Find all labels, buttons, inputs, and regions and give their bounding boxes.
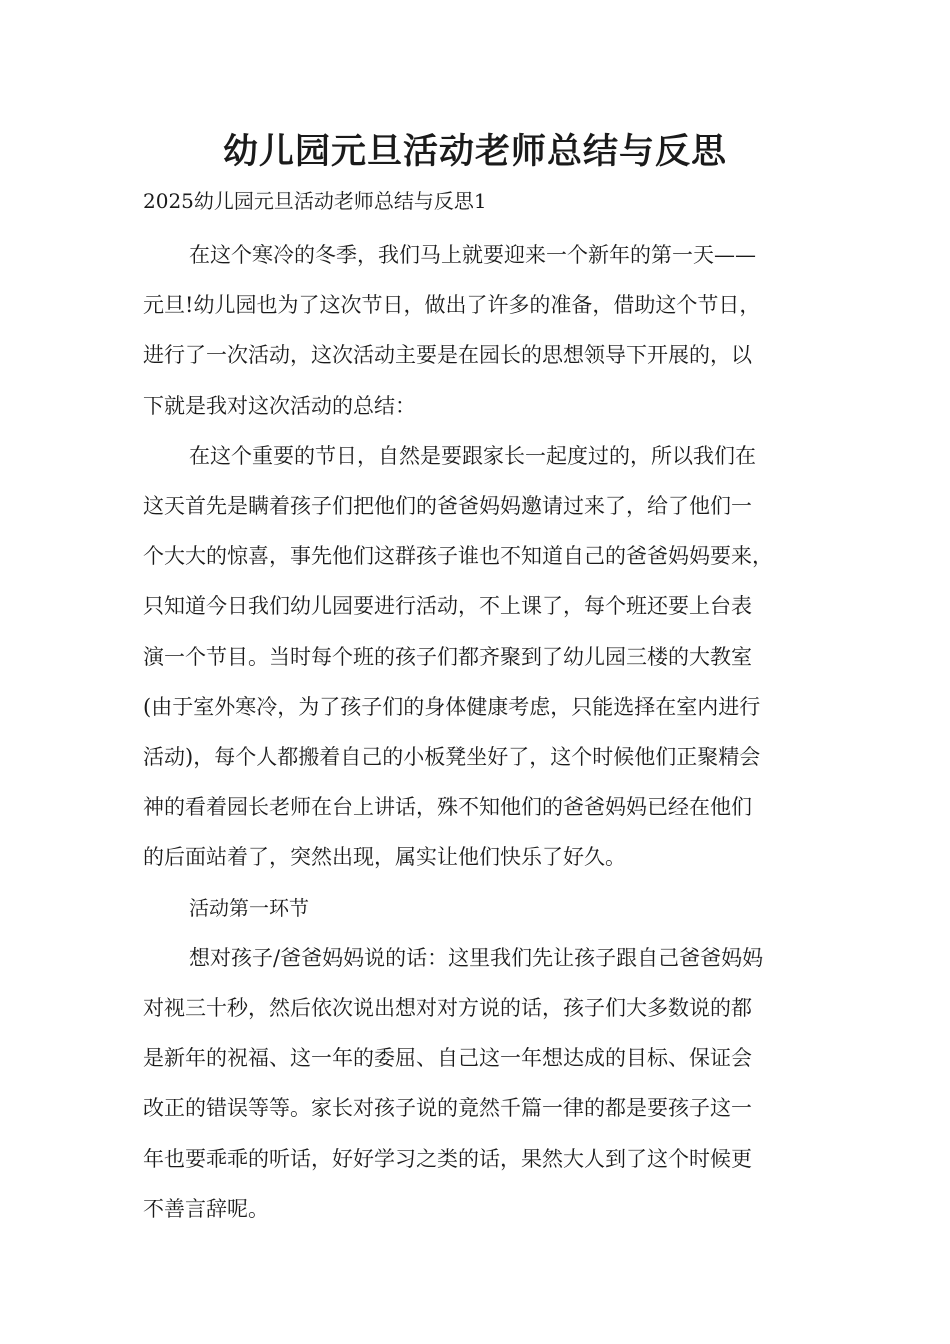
text-line: 进行了一次活动，这次活动主要是在园长的思想领导下开展的，以 [143,343,752,368]
document-title: 幼儿园元旦活动老师总结与反思 [222,132,727,172]
text-line: 的后面站着了，突然出现，属实让他们快乐了好久。 [143,845,626,870]
text-line: 在这个重要的节日，自然是要跟家长一起度过的，所以我们在 [189,443,756,468]
text-line: 想对孩子/爸爸妈妈说的话：这里我们先让孩子跟自己爸爸妈妈 [189,945,764,970]
text-line: 神的看着园长老师在台上讲话，殊不知他们的爸爸妈妈已经在他们 [143,795,752,820]
text-line: 改正的错误等等。家长对孩子说的竟然千篇一律的都是要孩子这一 [143,1096,752,1121]
text-line: 不善言辞呢。 [143,1196,269,1221]
text-line: 活动)，每个人都搬着自己的小板凳坐好了，这个时候他们正聚精会 [143,745,761,770]
paragraph-intro [143,230,807,431]
text-line: 演一个节目。当时每个班的孩子们都齐聚到了幼儿园三楼的大教室 [143,644,752,669]
section-heading: 活动第一环节 [189,895,309,920]
text-line: 只知道今日我们幼儿园要进行活动，不上课了，每个班还要上台表 [143,594,752,619]
document-body [143,230,807,1234]
text-line: 在这个寒冷的冬季，我们马上就要迎来一个新年的第一天—— [189,243,756,267]
text-line: 是新年的祝福、这一年的委屈、自己这一年想达成的目标、保证会 [143,1046,752,1071]
text-line: 年也要乖乖的听话，好好学习之类的话，果然大人到了这个时候更 [143,1146,752,1171]
text-line: (由于室外寒冷，为了孩子们的身体健康考虑，只能选择在室内进行 [143,694,761,719]
text-line: 对视三十秒，然后依次说出想对对方说的话，孩子们大多数说的都 [143,996,752,1021]
text-line: 个大大的惊喜，事先他们这群孩子谁也不知道自己的爸爸妈妈要来， [143,544,773,569]
paragraph-festival [143,431,807,883]
text-line: 这天首先是瞒着孩子们把他们的爸爸妈妈邀请过来了，给了他们一 [143,494,752,519]
paragraph-first-activity [143,933,807,1234]
text-line: 下就是我对这次活动的总结： [143,393,416,418]
text-line: 元旦!幼儿园也为了这次节日，做出了许多的准备，借助这个节日， [143,293,761,318]
document-subtitle: 2025幼儿园元旦活动老师总结与反思1 [143,189,487,213]
